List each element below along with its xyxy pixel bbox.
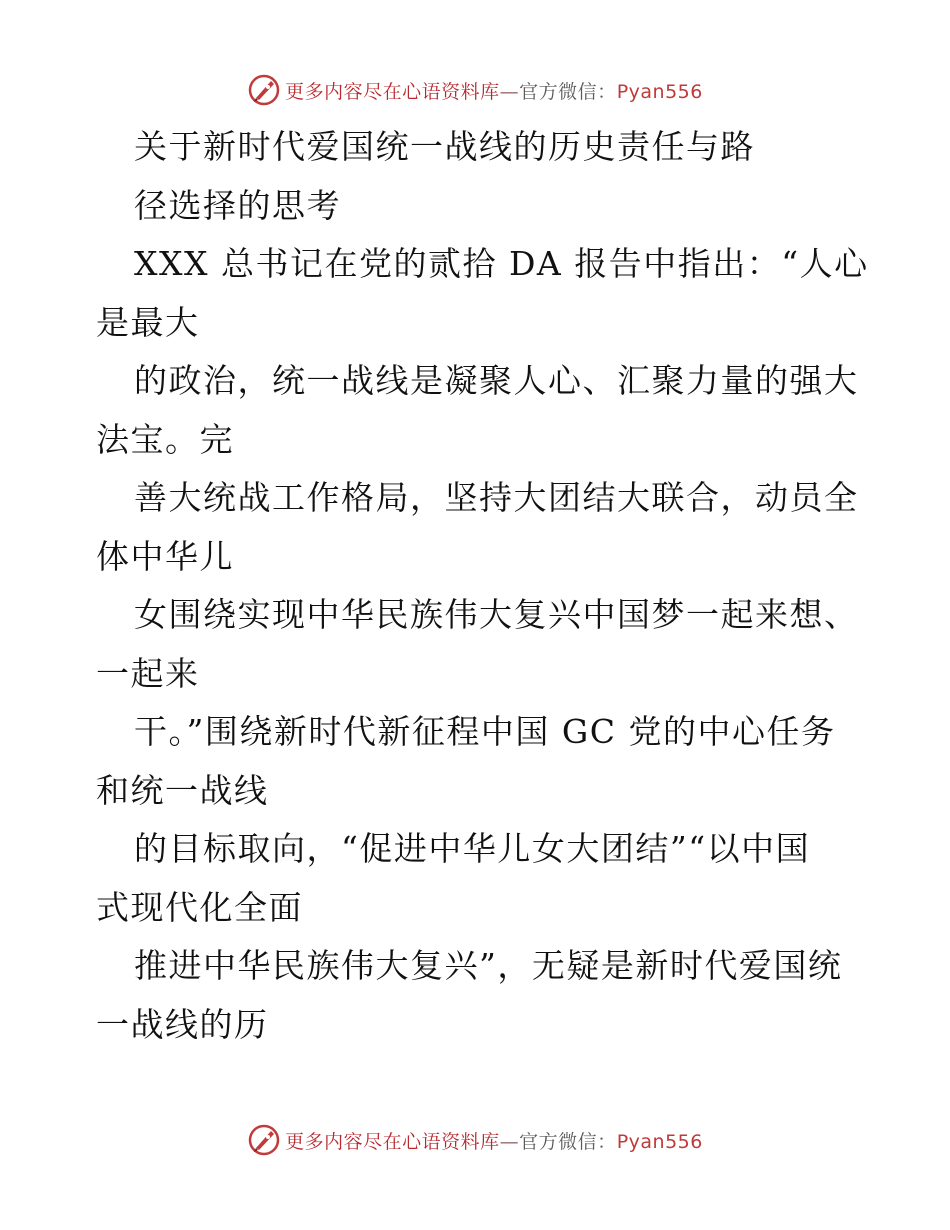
header-wechat-id: Pyan556 [616, 80, 703, 103]
header-text [285, 77, 703, 104]
footer-wechat-label: 官方微信： [519, 1130, 617, 1153]
document-line: 式现代化全面 [96, 887, 303, 927]
document-line: 一战线的历 [96, 1004, 269, 1044]
header-banner [0, 70, 950, 110]
document-line: 体中华儿 [96, 536, 234, 576]
document-line: 是最大 [96, 302, 200, 342]
quill-pen-logo-icon [247, 1123, 281, 1157]
document-line: 法宝。完 [96, 419, 234, 459]
document-line: 径选择的思考 [134, 185, 341, 225]
header-wechat-label: 官方微信： [519, 80, 617, 103]
footer-banner [0, 1120, 950, 1160]
document-line: 关于新时代爱国统一战线的历史责任与路 [134, 127, 755, 166]
footer-main-text: 更多内容尽在心语资料库 [285, 1130, 500, 1153]
document-line: 和统一战线 [96, 770, 269, 810]
document-line: 善大统战工作格局，坚持大团结大联合，动员全 [134, 478, 859, 517]
document-line: 干。”围绕新时代新征程中国 GC 党的中心任务 [134, 712, 836, 751]
document-line: 的政治，统一战线是凝聚人心、汇聚力量的强大 [134, 361, 859, 400]
header-main-text: 更多内容尽在心语资料库 [285, 80, 500, 103]
document-line: XXX 总书记在党的贰拾 DA 报告中指出：“人心 [134, 244, 869, 283]
footer-dash: — [499, 1130, 520, 1153]
footer-text [285, 1127, 703, 1154]
document-line: 一起来 [96, 653, 200, 693]
footer-wechat-id: Pyan556 [616, 1130, 703, 1153]
document-line: 女围绕实现中华民族伟大复兴中国梦一起来想、 [134, 595, 859, 634]
document-line: 的目标取向，“促进中华儿女大团结”“以中国 [134, 829, 811, 868]
quill-pen-logo-icon [247, 73, 281, 107]
header-dash: — [499, 80, 520, 103]
document-line: 推进中华民族伟大复兴”，无疑是新时代爱国统 [134, 946, 843, 985]
document-body [96, 118, 869, 1054]
